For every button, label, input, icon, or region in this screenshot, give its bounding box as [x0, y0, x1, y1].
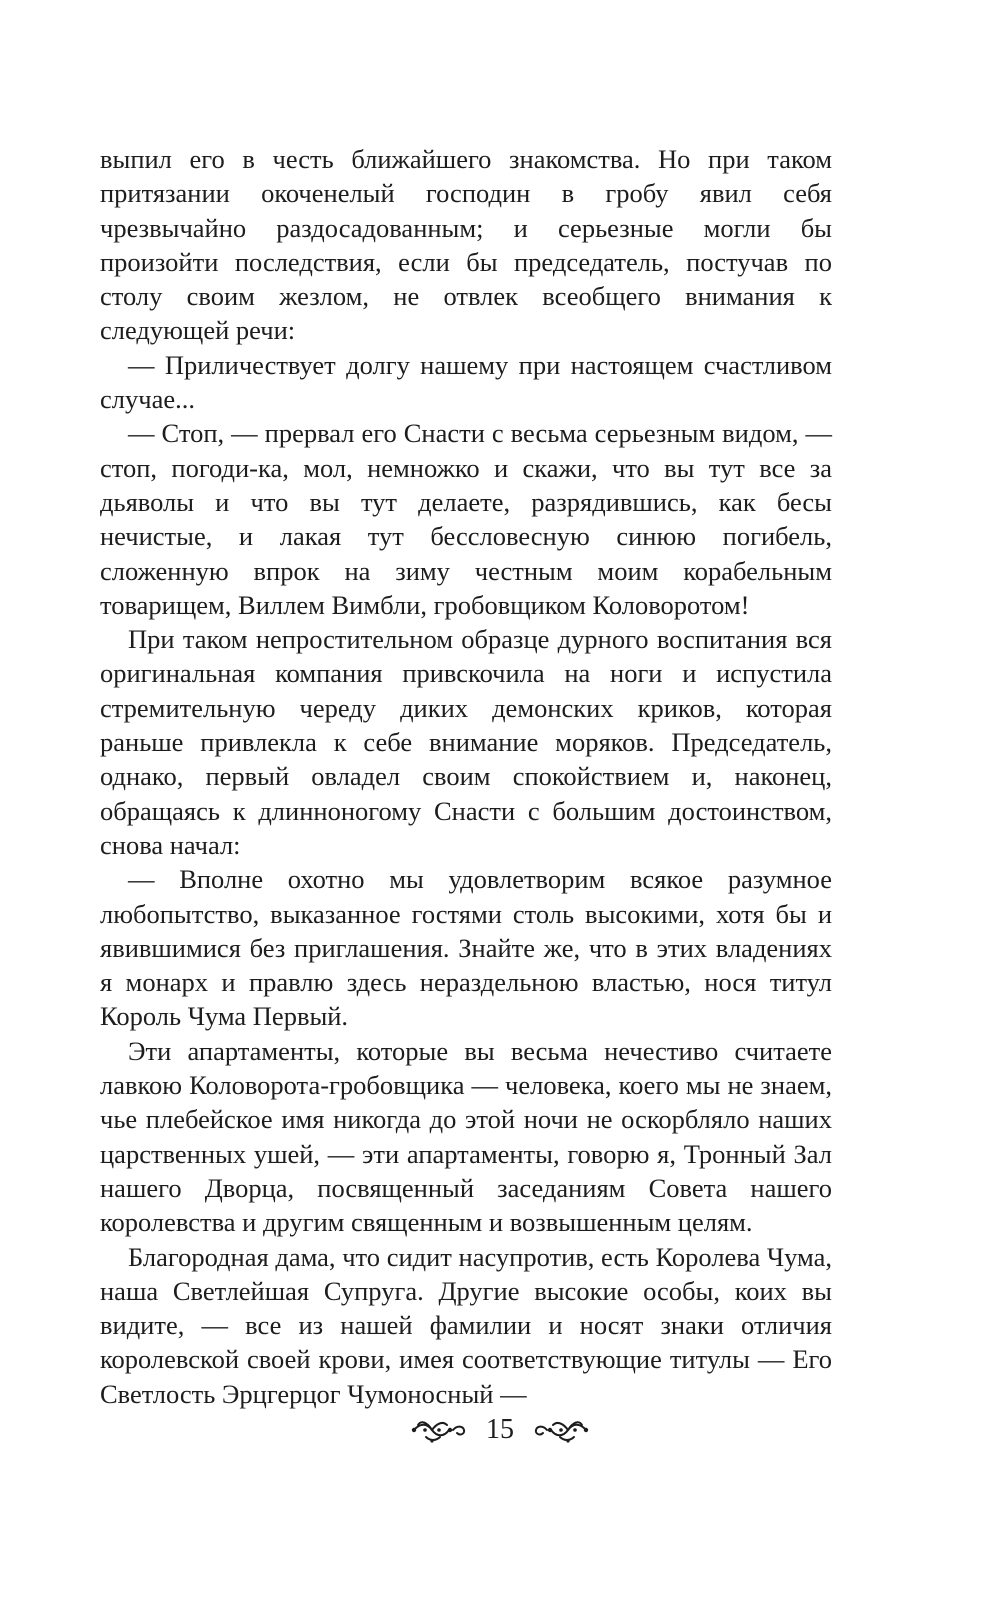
- flourish-ornament-icon: [532, 1413, 590, 1447]
- page-text: [100, 142, 832, 1411]
- paragraph: выпил его в честь ближайшего знакомства. Но при таком притязании окоченелый господин в гробу явил себя чрезвычайно раздосадованным; и серьезные могли бы произойти последствия, если бы председатель, постучав по столу своим жезлом, не отвлек всеобщего внимания к следующей речи:: [100, 144, 832, 346]
- page-footer: [0, 1406, 1000, 1454]
- paragraph: Благородная дама, что сидит насупротив, есть Королева Чума, наша Светлейшая Супруга. Другие высокие особы, коих вы видите, — все из нашей фамилии и носят знаки отличия королевской своей крови, имея соответствующие титулы — Его Светлость Эрцгерцог Чумоносный —: [100, 1241, 832, 1409]
- paragraph: — Вполне охотно мы удовлетворим всякое разумное любопытство, выказанное гостями столь высокими, хотя бы и явившимися без приглашения. Знайте же, что в этих владениях я монарх и правлю здесь нераздельною властью, нося титул Король Чума Первый.: [100, 864, 832, 1032]
- flourish-ornament-icon: [410, 1413, 468, 1447]
- paragraph: Эти апартаменты, которые вы весьма нечестиво считаете лавкою Коловорота-гробовщика — человека, коего мы не знаем, чье плебейское имя никогда до этой ночи не оскорбляло наших царственных ушей, — эти апартаменты, говорю я, Тронный Зал нашего Дворца, посвященный заседаниям Совета нашего королевства и другим священным и возвышенным целям.: [100, 1035, 832, 1238]
- page-number: 15: [486, 1414, 514, 1445]
- paragraph: При таком непростительном образце дурного воспитания вся оригинальная компания привскочила на ноги и испустила стремительную череду диких демонских криков, которая раньше привлекла к себе внимание моряков. Председатель, однако, первый овладел своим спокойствием и, наконец, обращаясь к длинноногому Снасти с большим достоинством, снова начал:: [100, 624, 832, 860]
- paragraph: — Стоп, — прервал его Снасти с весьма серьезным видом, — стоп, погоди-ка, мол, немножко и скажи, что вы тут все за дьяволы и что вы тут делаете, разрядившись, как бесы нечистые, и лакая тут бессловесную синюю погибель, сложенную впрок на зиму честным моим корабельным товарищем, Виллем Вимбли, гробовщиком Коловоротом!: [100, 418, 832, 620]
- paragraph: — Приличествует долгу нашему при настоящем счастливом случае...: [100, 349, 832, 415]
